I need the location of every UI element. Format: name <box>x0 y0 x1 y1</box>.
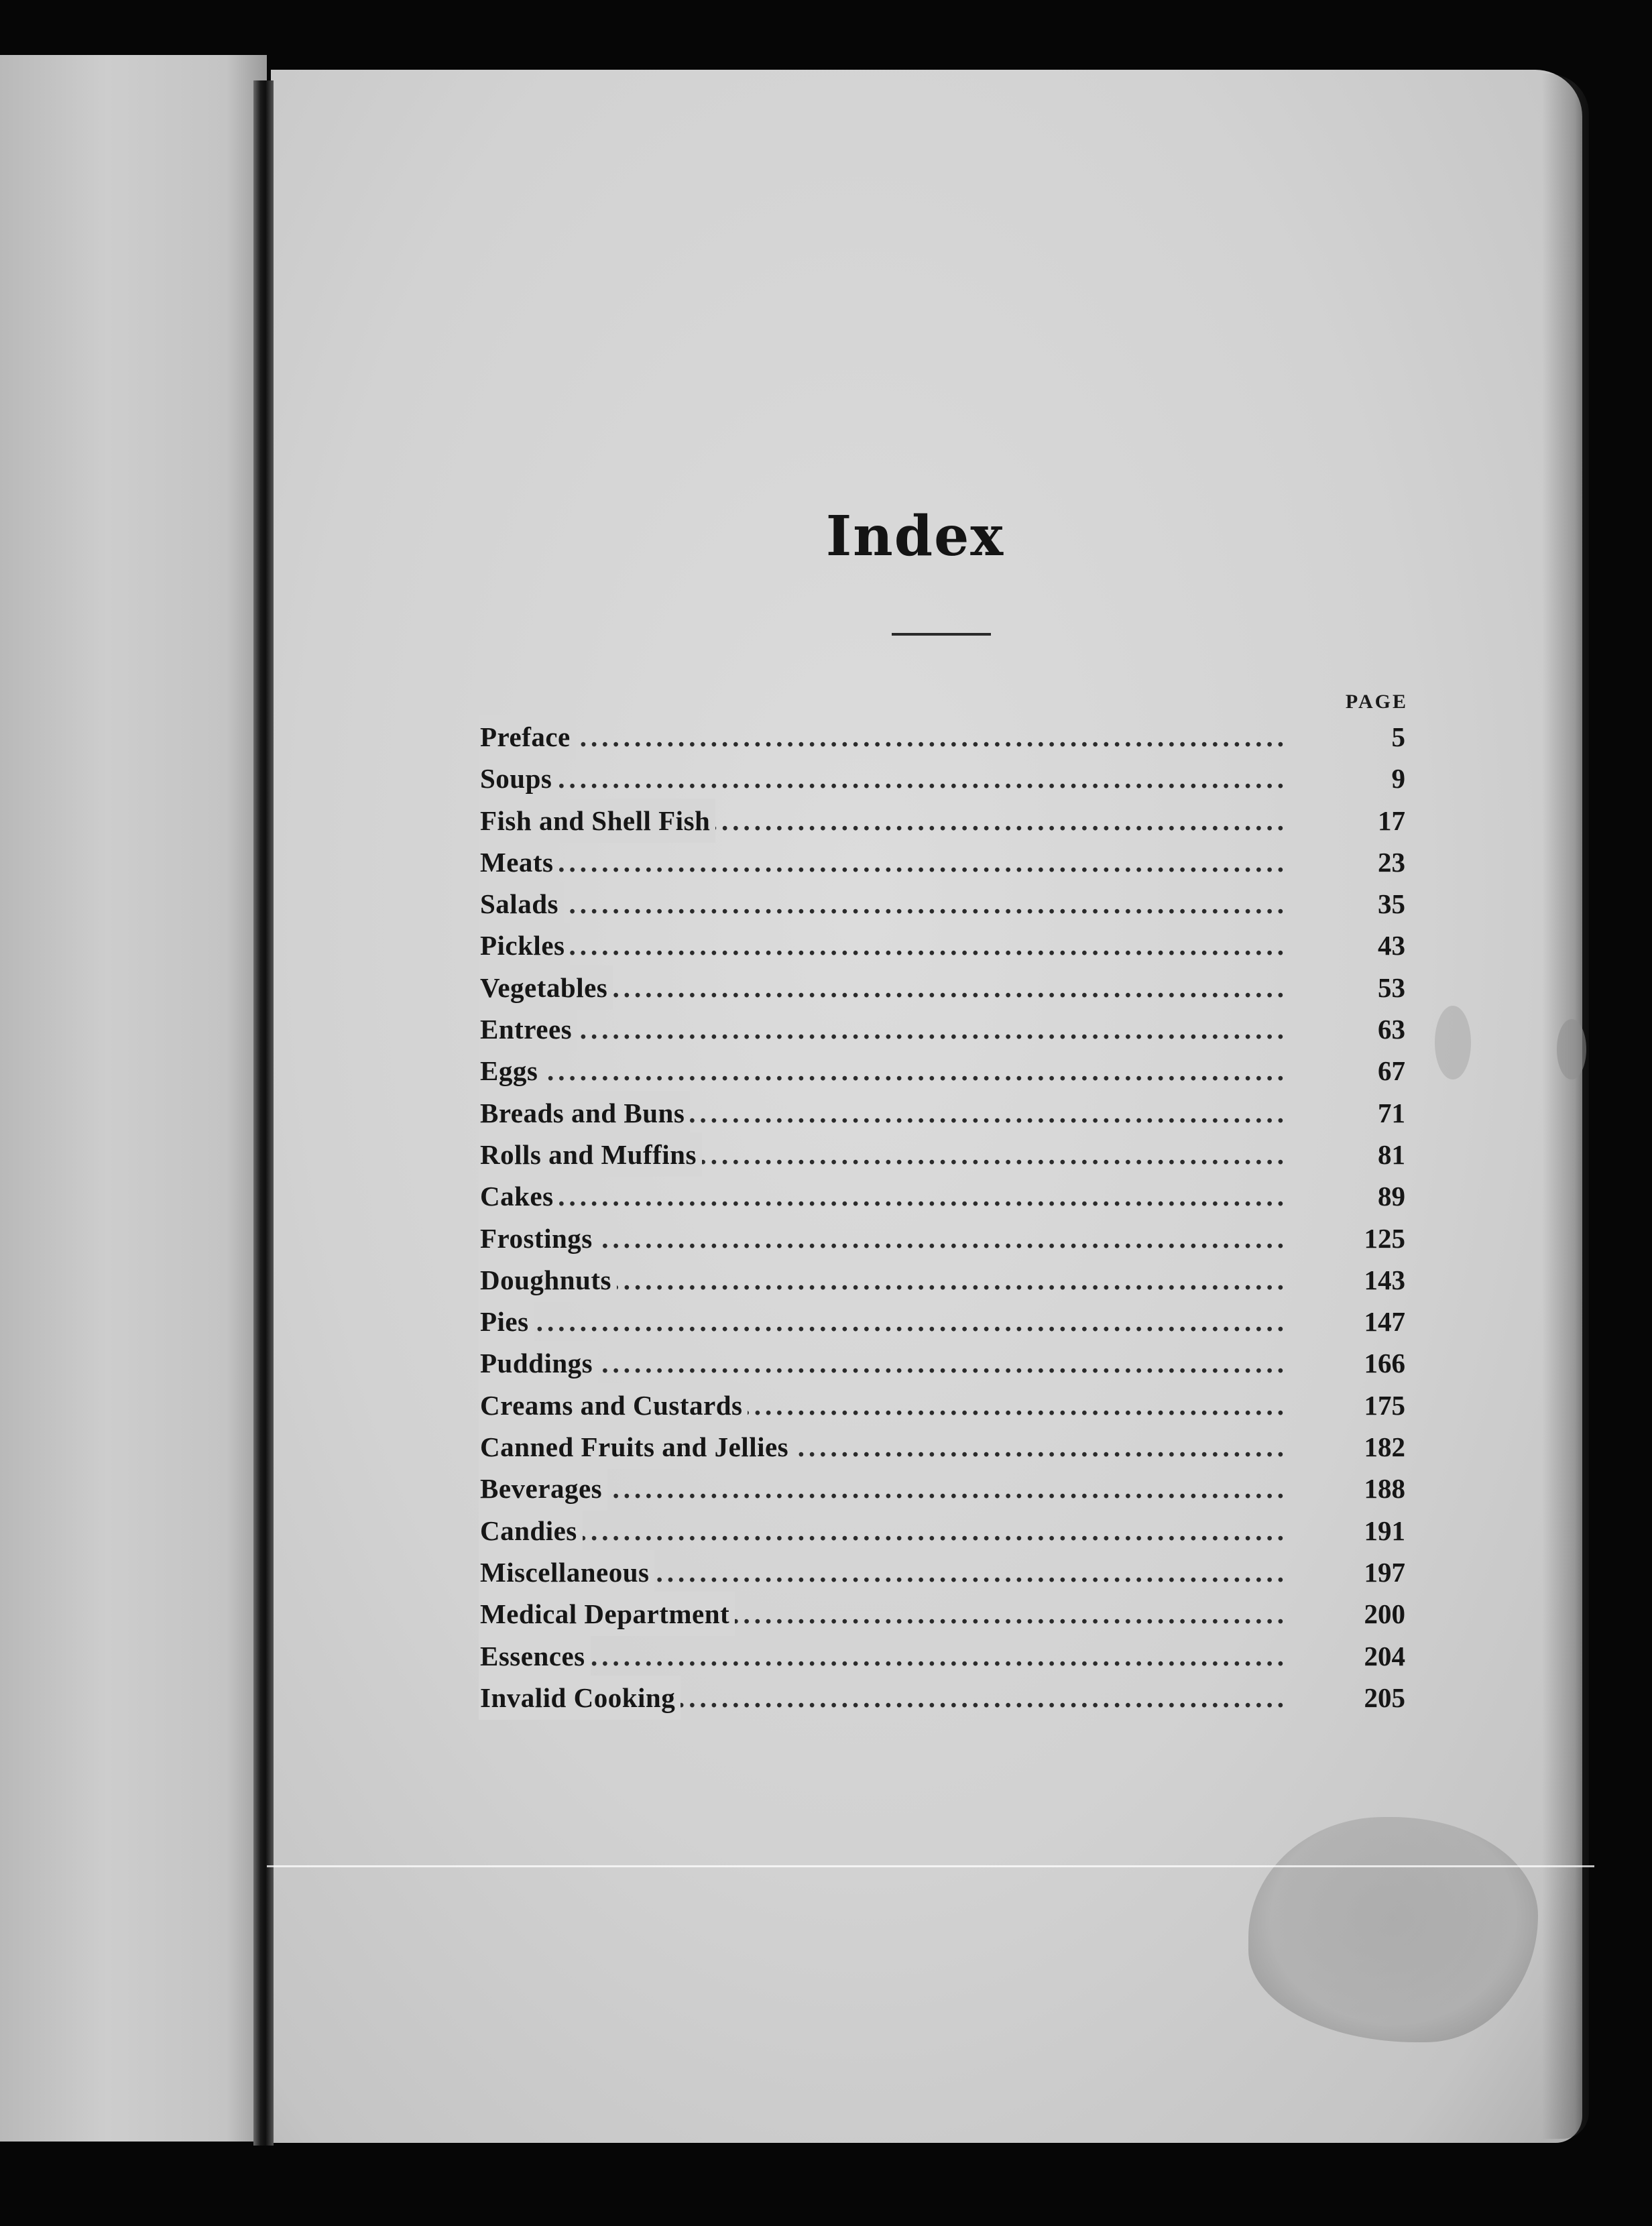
entry-page-number: 182 <box>1364 1431 1405 1463</box>
dot-leader <box>480 758 1288 799</box>
entry-page-number: 53 <box>1378 972 1405 1003</box>
dot-leader <box>480 1175 1288 1217</box>
book-spine <box>253 80 274 2146</box>
entry-title: Pies <box>480 1301 533 1342</box>
dot-leader <box>480 883 1288 925</box>
entry-page-number: 67 <box>1378 1055 1405 1087</box>
index-entry <box>480 1134 1405 1175</box>
paper-spot <box>1435 1006 1471 1079</box>
index-entry <box>480 800 1405 841</box>
entry-page-number: 191 <box>1364 1515 1405 1546</box>
edge-stain <box>1557 1019 1586 1079</box>
dot-leader <box>480 1635 1288 1677</box>
entry-title: Medical Department <box>480 1593 733 1635</box>
page-column-header: PAGE <box>1345 691 1408 713</box>
entry-page-number: 71 <box>1378 1097 1405 1128</box>
index-entry <box>480 716 1405 758</box>
entry-page-number: 63 <box>1378 1014 1405 1045</box>
entry-title: Pickles <box>480 925 569 966</box>
entry-title: Invalid Cooking <box>480 1677 679 1718</box>
index-entry <box>480 1218 1405 1259</box>
dot-leader <box>480 925 1288 966</box>
dot-leader <box>480 1510 1288 1551</box>
index-entry <box>480 1008 1405 1050</box>
entry-page-number: 175 <box>1364 1389 1405 1421</box>
index-entry <box>480 841 1405 883</box>
index-entry <box>480 758 1405 799</box>
entry-page-number: 166 <box>1364 1348 1405 1379</box>
entry-title: Soups <box>480 758 556 799</box>
entry-title: Frostings <box>480 1218 597 1259</box>
index-entry <box>480 1551 1405 1593</box>
index-entry <box>480 1092 1405 1134</box>
dot-leader <box>480 1342 1288 1384</box>
entry-title: Cakes <box>480 1175 558 1217</box>
index-entry <box>480 967 1405 1008</box>
index-entry <box>480 1342 1405 1384</box>
entry-title: Beverages <box>480 1468 606 1509</box>
entry-title: Canned Fruits and Jellies <box>480 1426 792 1468</box>
entry-page-number: 200 <box>1364 1598 1405 1630</box>
index-entry <box>480 883 1405 925</box>
dot-leader <box>480 841 1288 883</box>
entry-page-number: 17 <box>1378 805 1405 836</box>
dot-leader <box>480 716 1288 758</box>
entry-page-number: 205 <box>1364 1682 1405 1713</box>
entry-title: Eggs <box>480 1050 542 1092</box>
entry-title: Doughnuts <box>480 1259 615 1301</box>
entry-page-number: 35 <box>1378 888 1405 920</box>
dot-leader <box>480 1050 1288 1092</box>
index-entry <box>480 1635 1405 1677</box>
index-entry <box>480 1301 1405 1342</box>
index-entry <box>480 1677 1405 1718</box>
entry-page-number: 23 <box>1378 846 1405 878</box>
page-edge-shadow <box>1542 74 1589 2139</box>
entry-page-number: 89 <box>1378 1181 1405 1212</box>
entry-page-number: 5 <box>1391 721 1405 752</box>
index-entry <box>480 1259 1405 1301</box>
left-cover-sheet <box>0 55 267 2142</box>
entry-page-number: 188 <box>1364 1473 1405 1505</box>
entry-page-number: 204 <box>1364 1640 1405 1672</box>
index-entry <box>480 1510 1405 1551</box>
entry-title: Miscellaneous <box>480 1551 653 1593</box>
index-entry <box>480 1468 1405 1509</box>
index-entry <box>480 925 1405 966</box>
entry-page-number: 125 <box>1364 1222 1405 1254</box>
entry-page-number: 43 <box>1378 930 1405 961</box>
dot-leader <box>480 1301 1288 1342</box>
index-entry <box>480 1593 1405 1635</box>
entry-title: Vegetables <box>480 967 611 1008</box>
entry-title: Puddings <box>480 1342 597 1384</box>
title-rule <box>892 633 991 636</box>
dot-leader <box>480 1008 1288 1050</box>
entry-title: Creams and Custards <box>480 1385 746 1426</box>
entry-title: Salads <box>480 883 563 925</box>
entry-title: Rolls and Muffins <box>480 1134 701 1175</box>
entry-title: Essences <box>480 1635 589 1677</box>
water-stain <box>1248 1817 1538 2042</box>
index-entry <box>480 1426 1405 1468</box>
entry-page-number: 197 <box>1364 1556 1405 1588</box>
index-entry <box>480 1385 1405 1426</box>
page-title: Index <box>825 504 1005 569</box>
entry-title: Candies <box>480 1510 581 1551</box>
entry-title: Entrees <box>480 1008 576 1050</box>
entry-title: Breads and Buns <box>480 1092 689 1134</box>
index-entry <box>480 1175 1405 1217</box>
dot-leader <box>480 1218 1288 1259</box>
entry-page-number: 81 <box>1378 1138 1405 1170</box>
entry-page-number: 143 <box>1364 1264 1405 1295</box>
entry-title: Meats <box>480 841 558 883</box>
index-list <box>480 716 1405 1718</box>
index-entry <box>480 1050 1405 1092</box>
entry-page-number: 147 <box>1364 1306 1405 1338</box>
entry-page-number: 9 <box>1391 763 1405 795</box>
entry-title: Fish and Shell Fish <box>480 800 714 841</box>
scanner-light-line <box>267 1865 1594 1867</box>
entry-title: Preface <box>480 716 575 758</box>
